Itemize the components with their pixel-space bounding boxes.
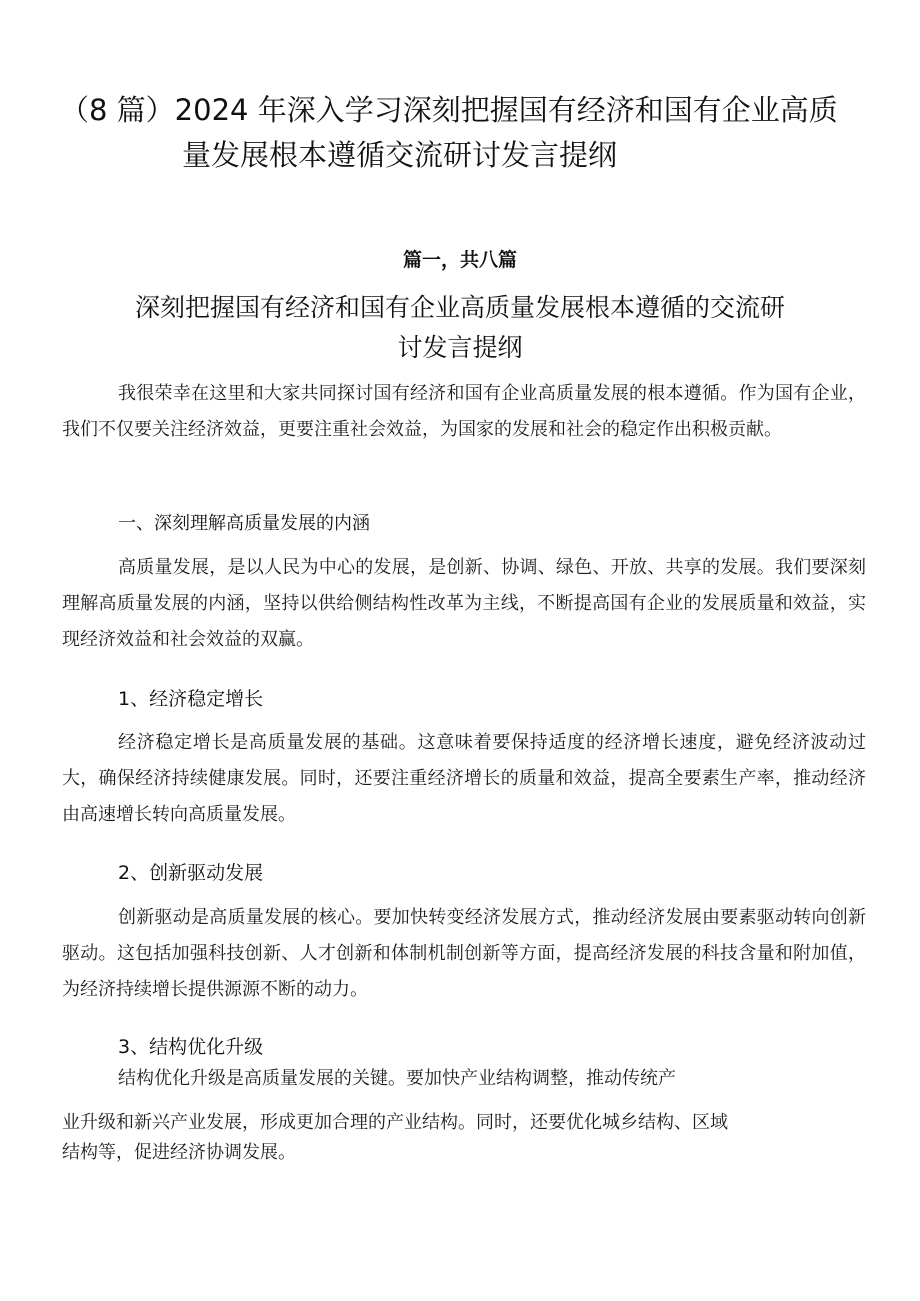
document-title-line-2: 量发展根本遵循交流研讨发言提纲 (182, 138, 618, 172)
section-1-heading: 一、深刻理解高质量发展的内涵 (118, 513, 370, 534)
article-title (0, 288, 920, 368)
item-3-line-2: 业升级和新兴产业发展，形成更加合理的产业结构。同时，还要优化城乡结构、区域 (62, 1112, 728, 1133)
article-title-line-2: 讨发言提纲 (397, 333, 523, 362)
document-title-line-1: （8 篇）2024 年深入学习深刻把握国有经济和国有企业高质 (60, 93, 838, 127)
item-2-heading: 2、创新驱动发展 (118, 862, 264, 884)
document-title (60, 88, 880, 178)
section-1-paragraph: 高质量发展，是以人民为中心的发展，是创新、协调、绿色、开放、共享的发展。我们要深刻理解高质量发展的内涵，坚持以供给侧结构性改革为主线，不断提高国有企业的发展质量和效益，实现经济效益和社会效益的双赢。 (62, 557, 866, 650)
item-3-heading: 3、结构优化升级 (118, 1036, 264, 1058)
item-1-heading: 1、经济稳定增长 (118, 688, 264, 710)
article-title-line-1: 深刻把握国有经济和国有企业高质量发展根本遵循的交流研 (134, 293, 785, 322)
part-subheading: 篇一，共八篇 (402, 249, 517, 271)
item-3-line-1: 结构优化升级是高质量发展的关键。要加快产业结构调整，推动传统产 (118, 1068, 676, 1089)
item-3-line-3: 结构等，促进经济协调发展。 (62, 1142, 296, 1163)
item-2-paragraph: 创新驱动是高质量发展的核心。要加快转变经济发展方式，推动经济发展由要素驱动转向创新驱动。这包括加强科技创新、人才创新和体制机制创新等方面，提高经济发展的科技含量和附加值，为经济持续增长提供源源不断的动力。 (62, 907, 866, 1000)
intro-paragraph: 我很荣幸在这里和大家共同探讨国有经济和国有企业高质量发展的根本遵循。作为国有企业，我们不仅要关注经济效益，更要注重社会效益，为国家的发展和社会的稳定作出积极贡献。 (62, 383, 866, 440)
item-1-paragraph: 经济稳定增长是高质量发展的基础。这意味着要保持适度的经济增长速度，避免经济波动过大，确保经济持续健康发展。同时，还要注重经济增长的质量和效益，提高全要素生产率，推动经济由高速增长转向高质量发展。 (62, 732, 866, 825)
